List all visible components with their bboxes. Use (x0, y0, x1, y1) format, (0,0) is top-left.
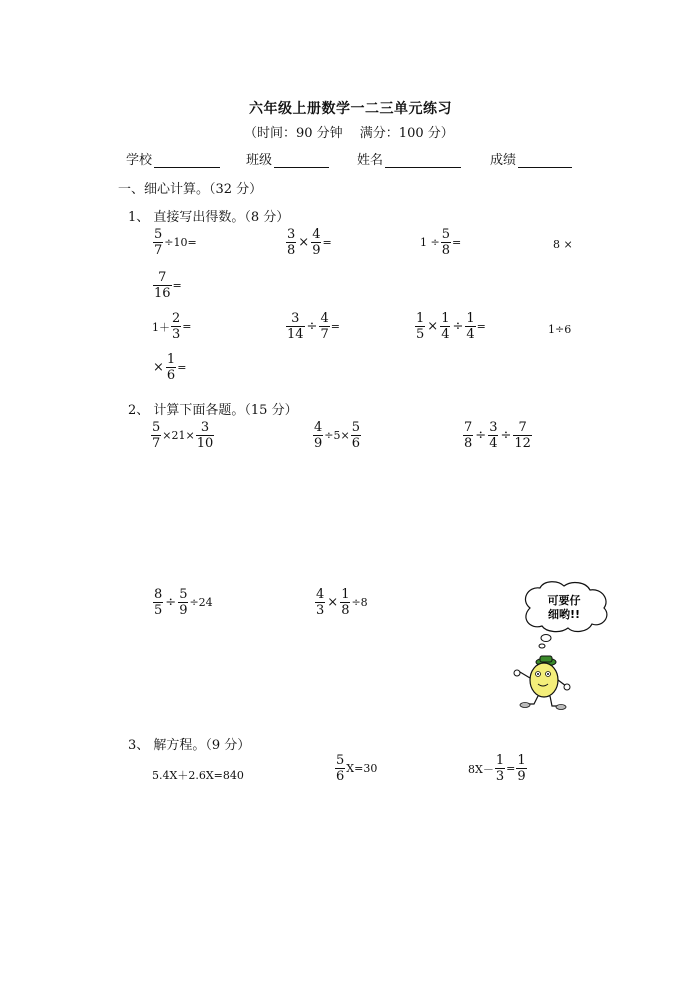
class-field[interactable] (246, 149, 329, 168)
class-blank[interactable] (274, 153, 329, 168)
fraction: $\frac{3}{4}$ (489, 420, 498, 451)
q1-problem-6: $\frac{3}{14}$ ÷ $\frac{4}{7}$ = (287, 311, 340, 342)
fraction: $\frac{1}{8}$ (341, 587, 350, 618)
name-field[interactable] (357, 149, 461, 168)
q3-problem-3: 8X－ $\frac{1}{3}$ = $\frac{1}{9}$ (468, 753, 526, 784)
fraction: $\frac{1}{3}$ (495, 753, 505, 784)
name-blank[interactable] (385, 153, 461, 168)
q1-problem-4: $\frac{7}{16}$ = (154, 270, 182, 301)
fraction: $\frac{1}{4}$ (441, 311, 450, 342)
fraction: $\frac{3}{8}$ (287, 227, 296, 258)
fraction: $\frac{1}{6}$ (166, 352, 176, 383)
name-label: 姓名 (357, 153, 384, 168)
q2-problem-2: $\frac{4}{9}$ ÷5× $\frac{5}{6}$ (314, 420, 360, 451)
fraction: $\frac{1}{9}$ (517, 753, 526, 784)
q2-problem-1: $\frac{5}{7}$ ×21× $\frac{3}{10}$ (152, 420, 214, 451)
fraction: $\frac{3}{10}$ (196, 420, 214, 451)
fraction: $\frac{8}{5}$ (154, 587, 163, 618)
fraction: $\frac{7}{16}$ (154, 270, 171, 301)
q2-problem-4: $\frac{8}{5}$ ÷ $\frac{5}{9}$ ÷24 (154, 587, 213, 618)
q1-problem-7: $\frac{1}{5}$ × $\frac{1}{4}$ ÷ $\frac{1}{4}$ = (416, 311, 486, 342)
fraction: $\frac{7}{12}$ (514, 420, 531, 451)
fraction: $\frac{4}{3}$ (316, 587, 325, 618)
fraction: $\frac{3}{14}$ (287, 311, 304, 342)
q2-problem-3: $\frac{7}{8}$ ÷ $\frac{3}{4}$ ÷ $\frac{7}{12}$ (464, 420, 531, 451)
fraction: $\frac{1}{5}$ (416, 311, 425, 342)
fraction: $\frac{4}{9}$ (314, 420, 323, 451)
q3-problem-2: $\frac{5}{6}$ X=30 (336, 753, 378, 784)
q1-problem-3: 1 ÷ $\frac{5}{8}$ = (420, 227, 462, 258)
fraction: $\frac{1}{4}$ (466, 311, 475, 342)
bubble-line-1: 可要仔 (547, 594, 581, 607)
score-field[interactable] (490, 149, 572, 168)
q3-heading: 3、 解方程。（9 分） (128, 738, 251, 753)
fraction: $\frac{4}{7}$ (320, 311, 329, 342)
fraction: $\frac{5}{9}$ (179, 587, 188, 618)
section1-heading: 一、细心计算。（32 分） (118, 182, 263, 197)
q1-problem-5: 1＋ $\frac{2}{3}$ = (152, 311, 192, 342)
thought-bubble-icon (525, 582, 606, 648)
fraction: $\frac{4}{9}$ (312, 227, 321, 258)
cartoon-character-icon (514, 656, 570, 710)
q1-problem-2: $\frac{3}{8}$ × $\frac{4}{9}$ = (287, 227, 332, 258)
score-blank[interactable] (518, 153, 572, 168)
cartoon-reminder (510, 578, 620, 713)
q3-problem-1: 5.4X＋2.6X=840 (152, 769, 244, 782)
q2-problem-5: $\frac{4}{3}$ × $\frac{1}{8}$ ÷8 (316, 587, 368, 618)
class-label: 班级 (246, 153, 273, 168)
q1-problem-8: × $\frac{1}{6}$ = (153, 352, 187, 383)
q2-heading: 2、 计算下面各题。（15 分） (128, 403, 298, 418)
fraction: $\frac{5}{8}$ (441, 227, 450, 258)
fraction: $\frac{7}{8}$ (464, 420, 473, 451)
school-field[interactable] (126, 149, 220, 168)
score-label: 成绩 (490, 153, 517, 168)
school-label: 学校 (126, 153, 153, 168)
fraction: $\frac{5}{6}$ (351, 420, 360, 451)
fraction: $\frac{5}{7}$ (154, 227, 163, 258)
q1-problem-4-prefix: 8 × (553, 238, 573, 251)
page-title: 六年级上册数学一二三单元练习 (249, 101, 452, 117)
bubble-line-2: 细哟!! (547, 608, 581, 621)
fraction: $\frac{2}{3}$ (172, 311, 181, 342)
fraction: $\frac{5}{7}$ (152, 420, 161, 451)
page-subtitle: （时间：90 分钟 满分：100 分） (244, 126, 454, 141)
q1-problem-1: $\frac{5}{7}$ ÷10= (154, 227, 197, 258)
q1-heading: 1、 直接写出得数。（8 分） (128, 210, 290, 225)
school-blank[interactable] (154, 153, 220, 168)
q1-problem-8-prefix: 1÷6 (548, 323, 572, 336)
fraction: $\frac{5}{6}$ (336, 753, 345, 784)
